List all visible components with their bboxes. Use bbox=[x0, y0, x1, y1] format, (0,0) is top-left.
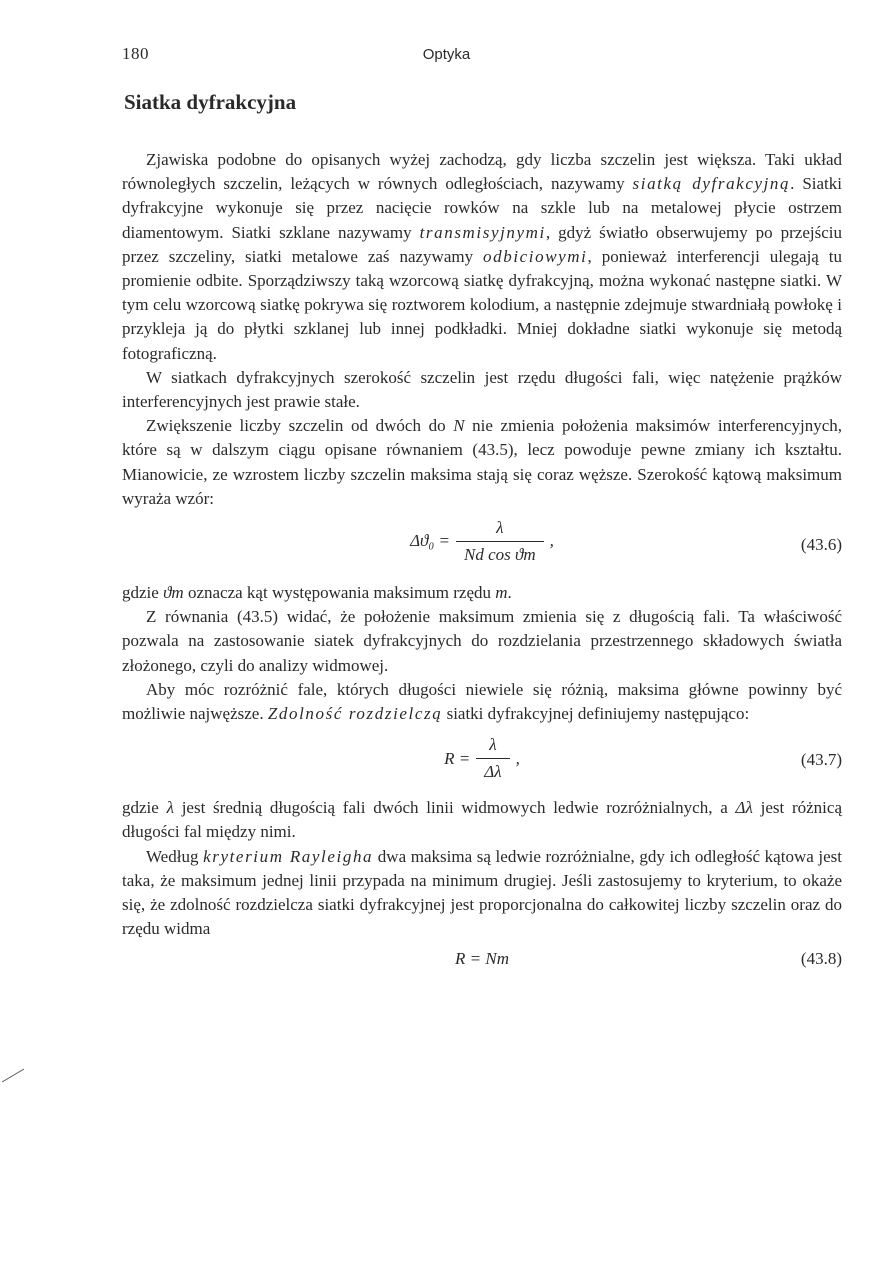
term-diffraction-grating: siatką dyfrakcyjną bbox=[632, 174, 791, 194]
equation-denominator: Δλ bbox=[484, 762, 502, 782]
term-transmission: transmisyjnymi bbox=[419, 222, 546, 242]
margin-pencil-mark bbox=[0, 1066, 30, 1086]
equation-number: (43.6) bbox=[800, 535, 842, 555]
page-number: 180 bbox=[122, 44, 149, 63]
equation-43-6: Δϑ₀ = $\frac{\lambda}{\text{Nd cos ϑm}}$ , (43.6) bbox=[122, 511, 842, 581]
term-resolving-power: Zdolność rozdzielczą bbox=[267, 704, 443, 724]
paragraph-rayleigh-criterion: Według kryterium Rayleigha dwa maksima są ledwie rozróżnialne, gdy ich odległość kątowa jest taka, że maksimum jednej linii przypada na minimum drugiej. Jeśli zastosujemy to kryterium, to okaże się, że zdolność rozdzielcza siatki dyfrakcyjnej jest proporcjonalna do całkowitej liczby szczelin oraz do rzędu widma bbox=[122, 846, 843, 939]
term-rayleigh-criterion: kryterium Rayleigha bbox=[203, 846, 374, 866]
equation-43-8 bbox=[122, 941, 842, 981]
body-text bbox=[122, 148, 842, 981]
equation-number: (43.8) bbox=[800, 949, 842, 969]
paragraph-slit-width: W siatkach dyfrakcyjnych szerokość szczelin jest rzędu długości fali, więc natężenie prążków interferencyjnych jest prawie stałe. bbox=[122, 367, 842, 412]
paragraph-grating-intro: Zjawiska podobne do opisanych wyżej zachodzą, gdy liczba szczelin jest większa. Taki układ równoległych szczelin, leżących w równych odległościach, nazywamy siatką dyfrakcyjną. Siatki dyfrakcyjne wykonuje się przez nacięcie rowków na szkle lub na metalowej płycie ostrzem diamentowym. Siatki szklane nazywamy transmisyjnymi, gdyż światło obserwujemy po przejściu przez szczeliny, siatki metalowe zaś nazywamy odbiciowymi, ponieważ interferencji ulegają tu promienie odbite. Sporządziwszy taką wzorcową siatkę dyfrakcyjną, można wykonać następne siatki. W tym celu wzorcową siatkę pokrywa się roztworem kolodium, a następnie zdejmuje stwardniałą powłokę i przykleja ją do płytki szklanej lub innej podkładki. Mniej dokładne siatki wykonuje się metodą fotograficzną. bbox=[122, 150, 842, 363]
paragraph-resolving-power: Aby móc rozróżnić fale, których długości niewiele się różnią, maksima główne powinny być możliwie najwęższe. Zdolność rozdzielczą siatki dyfrakcyjnej definiujemy następująco: bbox=[122, 679, 842, 724]
paragraph-maxima-width: Zwiększenie liczby szczelin od dwóch do N nie zmienia położenia maksimów interferencyjnych, które są w dalszym ciągu opisane równaniem (43.5), lecz powoduje pewne zmiany ich kształtu. Mianowicie, ze wzrostem liczby szczelin maksima stają się coraz węższe. Szerokość kątową maksimum wyraża wzór: bbox=[122, 416, 842, 508]
equation-lhs: R = bbox=[444, 748, 471, 768]
paragraph-lambda-definition: gdzie λ jest średnią długością fali dwóch linii widmowych ledwie rozróżnialnych, a Δλ jest różnicą długości fal między nimi. bbox=[122, 798, 842, 842]
section-title: Siatka dyfrakcyjna bbox=[124, 90, 297, 114]
equation-numerator: λ bbox=[489, 735, 497, 755]
equation-lhs: Δϑ₀ = bbox=[410, 531, 451, 551]
term-reflection: odbiciowymi bbox=[483, 246, 588, 266]
equation-number: (43.7) bbox=[800, 750, 842, 770]
equation-formula: R = Nm bbox=[455, 949, 509, 969]
equation-numerator: λ bbox=[496, 518, 504, 538]
paragraph-theta-definition: gdzie ϑm oznacza kąt występowania maksimum rzędu m. bbox=[122, 583, 512, 603]
equation-43-7: R = $\frac{\lambda}{\Delta\lambda}$ , (43.7) bbox=[122, 726, 842, 796]
equation-denominator: Nd cos ϑm bbox=[464, 545, 536, 565]
running-header: Optyka bbox=[422, 46, 471, 63]
paragraph-spectral-analysis: Z równania (43.5) widać, że położenie maksimum zmienia się z długością fali. Ta właściwość pozwala na zastosowanie siatek dyfrakcyjnych do rozdzielania przestrzennego składowych światła złożonego, czyli do analizy widmowej. bbox=[122, 607, 842, 675]
